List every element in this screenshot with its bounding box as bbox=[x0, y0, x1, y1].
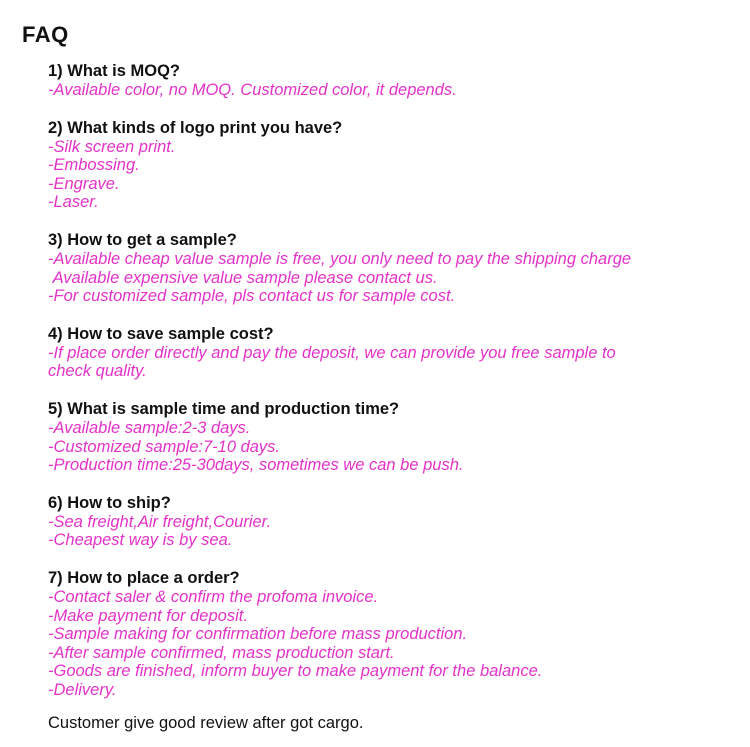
faq-question: 7) How to place a order? bbox=[48, 568, 240, 587]
faq-answer-line: -Sample making for confirmation before mass production. bbox=[48, 625, 468, 644]
faq-item-place-order bbox=[48, 569, 738, 700]
faq-item-save-sample-cost bbox=[48, 325, 738, 381]
faq-question: 1) What is MOQ? bbox=[48, 62, 180, 80]
faq-answer-line: -Contact saler & confirm the profoma invoice. bbox=[48, 587, 379, 606]
faq-answer-line: -After sample confirmed, mass production start. bbox=[48, 643, 395, 662]
footer-note: Customer give good review after got cargo. bbox=[48, 714, 364, 732]
faq-answer-line: -Available cheap value sample is free, you only need to pay the shipping charge bbox=[48, 249, 632, 268]
faq-answer-line: -Cheapest way is by sea. bbox=[48, 531, 233, 550]
faq-answer-line: -If place order directly and pay the deposit, we can provide you free sample to bbox=[48, 343, 616, 362]
faq-question: 3) How to get a sample? bbox=[48, 230, 237, 249]
faq-question: 6) How to ship? bbox=[48, 493, 171, 512]
faq-answer-line: -Available sample:2-3 days. bbox=[48, 418, 251, 437]
faq-question: 4) How to save sample cost? bbox=[48, 324, 274, 343]
faq-item-moq bbox=[48, 62, 738, 100]
faq-answer-line: -Delivery. bbox=[48, 680, 117, 699]
faq-answer-line: -Available color, no MOQ. Customized color, it depends. bbox=[48, 81, 457, 99]
page-title: FAQ bbox=[22, 22, 69, 47]
faq-answer-line: -Make payment for deposit. bbox=[48, 606, 248, 625]
faq-answer-line: -Goods are finished, inform buyer to make payment for the balance. bbox=[48, 662, 543, 681]
faq-answer-line: -Engrave. bbox=[48, 174, 120, 193]
faq-item-get-sample bbox=[48, 231, 738, 306]
faq-answer-line: -Production time:25-30days, sometimes we can be push. bbox=[48, 456, 464, 475]
faq-question: 2) What kinds of logo print you have? bbox=[48, 118, 343, 137]
faq-answer-line: Available expensive value sample please contact us. bbox=[48, 268, 438, 287]
faq-answer-line: -Laser. bbox=[48, 193, 99, 212]
faq-answer-line: check quality. bbox=[48, 362, 147, 381]
faq-answer-line: -For customized sample, pls contact us for sample cost. bbox=[48, 287, 456, 306]
faq-question: 5) What is sample time and production time? bbox=[48, 399, 400, 418]
faq-item-how-to-ship bbox=[48, 494, 738, 550]
faq-list bbox=[48, 62, 738, 718]
faq-answer-line: -Embossing. bbox=[48, 156, 140, 175]
faq-item-sample-production-time bbox=[48, 400, 738, 475]
faq-item-logo-print bbox=[48, 119, 738, 212]
faq-answer-line: -Sea freight,Air freight,Courier. bbox=[48, 512, 272, 531]
faq-answer-line: -Customized sample:7-10 days. bbox=[48, 437, 281, 456]
faq-answer-line: -Silk screen print. bbox=[48, 137, 176, 156]
